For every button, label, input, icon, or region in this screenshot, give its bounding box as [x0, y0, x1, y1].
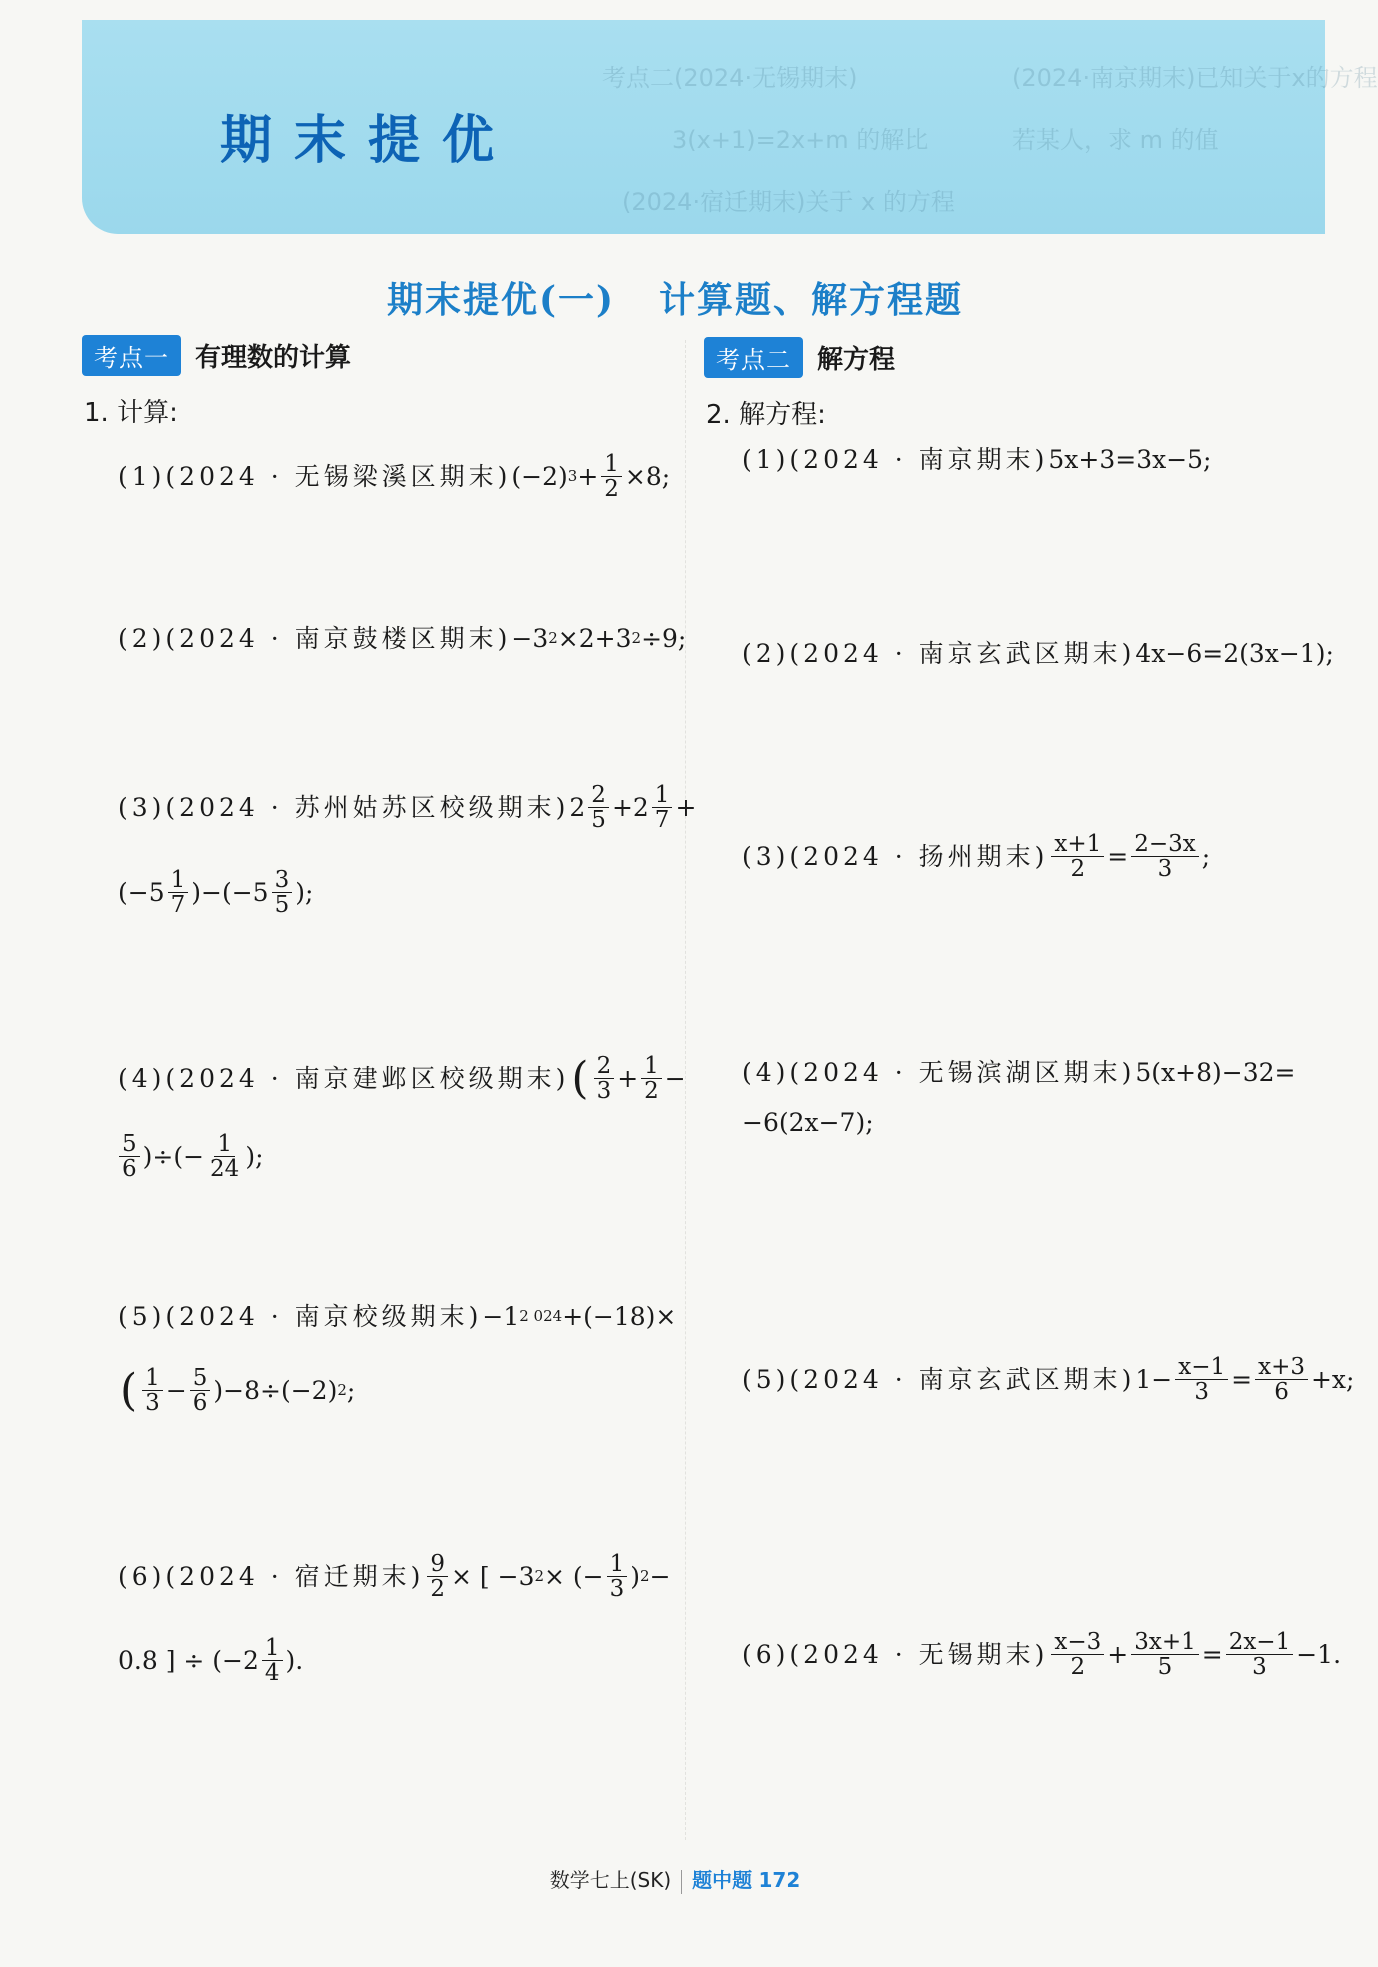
fraction: $\frac{x-1}{3}$	[1175, 1355, 1228, 1404]
topic-title: 有理数的计算	[195, 343, 352, 373]
page-number: 172	[758, 1868, 801, 1892]
operator: −	[664, 1064, 686, 1094]
topic-heading-left	[82, 335, 351, 376]
fraction: $\frac{2x-1}{3}$	[1226, 1630, 1294, 1679]
fraction: $\frac{x-3}{2}$	[1051, 1630, 1104, 1679]
fraction: $\frac{1}{4}$	[262, 1636, 283, 1685]
fraction: $\frac{5}{6}$	[190, 1366, 211, 1415]
expr-part: (−2)	[511, 462, 568, 492]
topic-badge: 考点二	[704, 337, 803, 378]
operator: −	[165, 1376, 187, 1406]
fraction: $\frac{3x+1}{5}$	[1131, 1630, 1199, 1679]
section-title-right: 计算题、解方程题	[659, 279, 964, 321]
expr-part: )	[630, 1562, 641, 1592]
fraction: $\frac{1}{7}$	[168, 868, 189, 917]
expr-part: )÷(−	[142, 1142, 205, 1172]
fraction: $\frac{x+1}{2}$	[1051, 832, 1104, 881]
section-title-left: 期末提优(一)	[386, 279, 616, 321]
exponent: 2	[631, 629, 642, 647]
equation-6	[742, 1630, 1341, 1679]
problem-source: (2)(2024 · 南京鼓楼区期末)	[118, 624, 512, 653]
problem-3	[118, 783, 696, 832]
banner-title: 期末提优	[220, 111, 517, 171]
exponent: 2	[534, 1567, 545, 1586]
fraction: $\frac{1}{3}$	[607, 1552, 628, 1601]
problem-2	[118, 626, 686, 651]
equation-4	[742, 1060, 1295, 1085]
expr-part: 1−	[1135, 1365, 1173, 1395]
expr-part: +2	[611, 793, 649, 823]
operator: +	[577, 462, 599, 492]
question-heading: 2. 解方程:	[706, 400, 826, 430]
problem-source: (3)(2024 · 苏州姑苏区校级期末)	[118, 793, 570, 823]
paren: (	[120, 1365, 138, 1417]
expr-part: × (−	[544, 1562, 604, 1592]
expr-part: )−(−5	[191, 878, 269, 908]
brand-name: 题中题	[692, 1868, 753, 1892]
problem-source: (1)(2024 · 南京期末)	[742, 445, 1049, 474]
problem-6-line-2	[118, 1636, 303, 1685]
question-heading: 1. 计算:	[84, 398, 178, 428]
problem-source: (3)(2024 · 扬州期末)	[742, 842, 1049, 872]
problem-source: (4)(2024 · 无锡滨湖区期末)	[742, 1058, 1136, 1087]
expr-part: ÷9;	[641, 624, 687, 653]
expr-part: ×8;	[624, 462, 671, 492]
expr-part: −1.	[1296, 1640, 1342, 1670]
exponent: 2	[640, 1567, 650, 1586]
equation-text: 5x+3=3x−5;	[1048, 445, 1212, 474]
problem-3-line-2	[118, 868, 313, 917]
problem-1	[118, 452, 670, 501]
fraction: $\frac{9}{2}$	[427, 1552, 448, 1601]
problem-4	[118, 1054, 686, 1103]
operator: +	[1107, 1640, 1129, 1670]
fraction: $\frac{x+3}{6}$	[1255, 1355, 1308, 1404]
equation-1	[742, 447, 1211, 472]
problem-4-line-2	[116, 1132, 264, 1181]
exponent: 2	[548, 629, 558, 647]
fraction: $\frac{2}{5}$	[588, 783, 609, 832]
expr-part: −3	[511, 624, 549, 653]
exponent: 2	[337, 1381, 347, 1400]
problem-5-line-2	[118, 1366, 355, 1415]
expr-part: );	[245, 1142, 264, 1172]
problem-source: (6)(2024 · 无锡期末)	[742, 1640, 1049, 1670]
equation-text: 5(x+8)−32=	[1135, 1058, 1296, 1087]
equation-text: 4x−6=2(3x−1);	[1135, 639, 1334, 668]
expr-part: ×2+3	[557, 624, 632, 653]
expr-part: ;	[1201, 842, 1211, 872]
exponent: 2 024	[519, 1307, 563, 1325]
fraction: $\frac{1}{24}$	[210, 1131, 240, 1183]
ghost-text: (2024·宿迁期末)关于 x 的方程	[622, 188, 955, 216]
section-title	[0, 272, 1350, 323]
fraction: $\frac{1}{2}$	[641, 1054, 662, 1103]
ghost-text: 3(x+1)=2x+m 的解比	[672, 126, 929, 154]
problem-source: (5)(2024 · 南京校级期末)	[118, 1302, 483, 1331]
equation-3	[742, 832, 1210, 881]
operator: +	[617, 1064, 639, 1094]
equation-4-line-2	[742, 1110, 874, 1135]
fraction: $\frac{1}{2}$	[601, 452, 622, 501]
expr-part: ;	[346, 1376, 356, 1406]
operator: =	[1201, 1640, 1223, 1670]
exponent: 3	[567, 467, 578, 486]
book-title: 数学七上(SK)	[549, 1868, 672, 1892]
fraction: $\frac{2}{3}$	[594, 1054, 615, 1103]
paren: (	[571, 1053, 589, 1105]
fraction: $\frac{3}{5}$	[272, 868, 293, 917]
topic-title: 解方程	[817, 345, 896, 375]
expr-part: −1	[482, 1302, 520, 1331]
expr-part: 0.8 ] ÷ (−2	[118, 1646, 259, 1676]
ghost-text: (2024·南京期末)已知关于x的方程	[1012, 64, 1378, 92]
problem-source: (5)(2024 · 南京玄武区期末)	[742, 1365, 1136, 1395]
topic-badge: 考点一	[82, 335, 181, 376]
topic-heading-right	[704, 337, 895, 378]
expr-part: )−8÷(−2)	[213, 1376, 338, 1406]
problem-source: (4)(2024 · 南京建邺区校级期末)	[118, 1064, 570, 1094]
operator: −	[649, 1562, 671, 1592]
expr-part: × [ −3	[451, 1562, 535, 1592]
whole-part: 2	[569, 793, 586, 823]
operator: +	[675, 793, 697, 823]
expr-part: +(−18)×	[562, 1302, 677, 1331]
ghost-text: 若某人，求 m 的值	[1012, 126, 1219, 154]
expr-part: );	[295, 878, 314, 908]
equation-text: −6(2x−7);	[742, 1108, 874, 1137]
operator: =	[1231, 1365, 1253, 1395]
page-footer	[0, 1864, 1350, 1894]
ghost-text: 考点二(2024·无锡期末)	[602, 64, 858, 92]
equation-2	[742, 641, 1334, 666]
fraction: $\frac{2-3x}{3}$	[1131, 832, 1199, 881]
fraction: $\frac{1}{7}$	[652, 783, 673, 832]
problem-6	[118, 1552, 671, 1601]
equation-5	[742, 1355, 1354, 1404]
problem-source: (6)(2024 · 宿迁期末)	[118, 1562, 425, 1592]
problem-source: (2)(2024 · 南京玄武区期末)	[742, 639, 1136, 668]
operator: =	[1107, 842, 1129, 872]
expr-part: (−5	[118, 878, 165, 908]
problem-5	[118, 1304, 676, 1329]
fraction: $\frac{1}{3}$	[142, 1366, 163, 1415]
expr-part: +x;	[1310, 1365, 1355, 1395]
problem-source: (1)(2024 · 无锡梁溪区期末)	[118, 462, 512, 492]
header-banner	[82, 20, 1378, 234]
fraction: $\frac{5}{6}$	[119, 1132, 140, 1181]
expr-part: ).	[285, 1646, 304, 1676]
